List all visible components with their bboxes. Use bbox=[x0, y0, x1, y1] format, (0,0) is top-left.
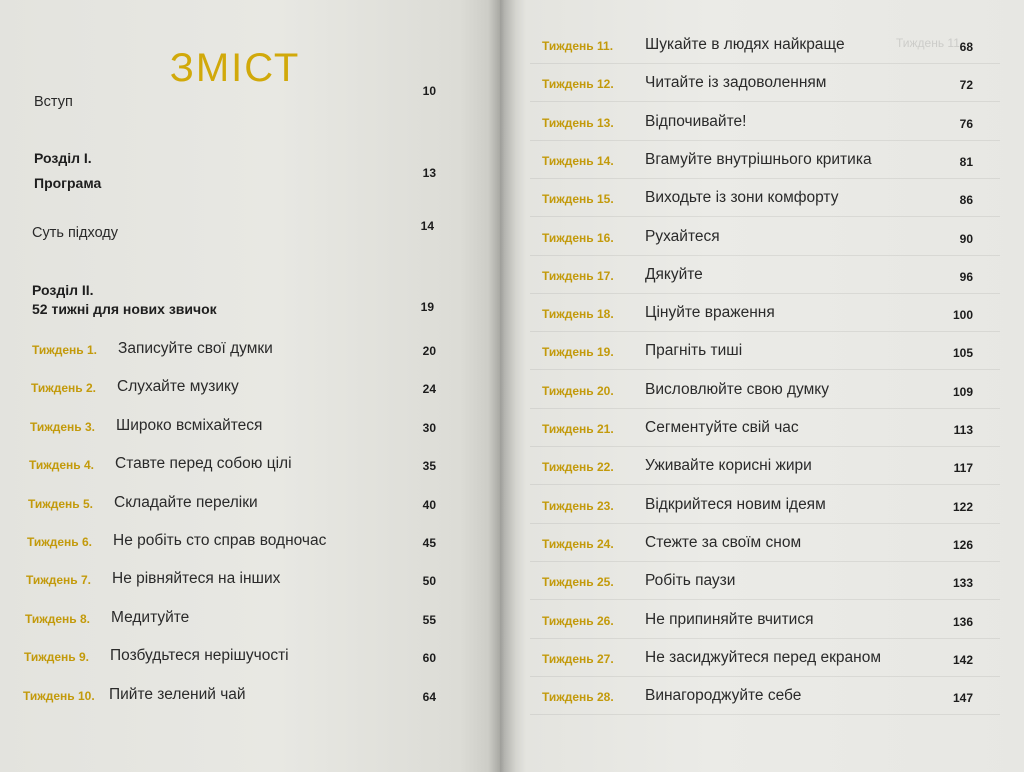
week-title: Ставте перед собою цілі bbox=[115, 455, 292, 473]
week-label: Тиждень 23. bbox=[542, 498, 614, 513]
week-title: Не робіть сто справ водночас bbox=[113, 532, 327, 549]
week-page-number: 50 bbox=[422, 574, 436, 589]
section-2-line2: 52 тижні для нових звичок bbox=[32, 301, 217, 317]
row-divider bbox=[530, 446, 1000, 447]
week-title: Відкрийтеся новим ідеям bbox=[645, 495, 826, 513]
row-divider bbox=[530, 676, 1000, 677]
week-page-number: 90 bbox=[959, 231, 973, 246]
week-page-number: 40 bbox=[422, 497, 436, 512]
week-title: Уживайте корисні жири bbox=[645, 457, 812, 475]
week-title: Дякуйте bbox=[645, 265, 703, 283]
week-page-number: 96 bbox=[959, 269, 973, 284]
row-divider bbox=[530, 408, 1000, 409]
week-title: Відпочивайте! bbox=[645, 112, 747, 130]
week-label: Тиждень 26. bbox=[542, 613, 614, 628]
week-title: Медитуйте bbox=[111, 608, 190, 626]
row-divider bbox=[530, 523, 1000, 524]
row-divider bbox=[530, 293, 1000, 294]
ghost-text: Тиждень 11. bbox=[896, 36, 964, 50]
week-title: Широко всміхайтеся bbox=[116, 416, 263, 434]
week-page-number: 76 bbox=[959, 116, 973, 131]
week-label: Тиждень 14. bbox=[542, 153, 614, 168]
week-page-number: 64 bbox=[422, 689, 436, 704]
section-1-line2: Програма bbox=[34, 175, 102, 191]
week-title: Цінуйте враження bbox=[645, 304, 775, 322]
page-title: ЗМІСТ bbox=[169, 46, 301, 90]
front-entry-intro: Вступ bbox=[34, 94, 73, 110]
week-title: Робіть паузи bbox=[645, 572, 736, 590]
row-divider bbox=[530, 599, 1000, 600]
week-title: Винагороджуйте себе bbox=[645, 687, 802, 705]
row-divider bbox=[530, 101, 1000, 102]
week-title: Стежте за своїм сном bbox=[645, 533, 802, 551]
row-divider bbox=[530, 638, 1000, 639]
week-page-number: 109 bbox=[952, 384, 973, 399]
week-title: Вгамуйте внутрішнього критика bbox=[645, 150, 872, 168]
right-page bbox=[500, 0, 1024, 772]
week-page-number: 86 bbox=[959, 193, 973, 208]
row-divider bbox=[530, 331, 1000, 332]
week-label: Тиждень 15. bbox=[542, 192, 614, 207]
row-divider bbox=[530, 561, 1000, 562]
week-label: Тиждень 24. bbox=[542, 536, 614, 551]
week-page-number: 100 bbox=[952, 308, 973, 323]
week-page-number: 113 bbox=[953, 423, 973, 437]
week-page-number: 35 bbox=[422, 459, 436, 474]
week-page-number: 30 bbox=[422, 420, 436, 435]
row-divider bbox=[530, 216, 1000, 217]
week-page-number: 20 bbox=[422, 344, 436, 358]
week-title: Рухайтеся bbox=[645, 227, 720, 245]
week-label: Тиждень 13. bbox=[542, 115, 614, 130]
week-title: Виходьте із зони комфорту bbox=[645, 189, 839, 207]
week-title: Не засиджуйтеся перед екраном bbox=[645, 648, 881, 666]
week-label: Тиждень 7. bbox=[26, 573, 92, 588]
row-divider bbox=[530, 178, 1000, 179]
week-title: Складайте переліки bbox=[114, 493, 258, 511]
week-title: Не рівняйтеся на інших bbox=[112, 570, 281, 588]
week-label: Тиждень 8. bbox=[25, 611, 91, 626]
week-title: Пийте зелений чай bbox=[109, 685, 246, 703]
section-1-line1: Розділ І. bbox=[34, 150, 92, 166]
week-page-number: 142 bbox=[952, 652, 973, 667]
week-label: Тиждень 20. bbox=[542, 383, 614, 398]
week-label: Тиждень 19. bbox=[542, 345, 614, 360]
week-label: Тиждень 18. bbox=[542, 307, 614, 322]
week-page-number: 24 bbox=[422, 382, 436, 397]
week-title: Позбудьтеся нерішучості bbox=[110, 647, 289, 665]
week-label: Тиждень 10. bbox=[23, 688, 95, 703]
week-label: Тиждень 28. bbox=[542, 690, 614, 705]
week-label: Тиждень 12. bbox=[542, 77, 614, 92]
week-page-number: 117 bbox=[953, 461, 973, 476]
row-divider bbox=[530, 140, 1000, 141]
front-entry-approach: Суть підходу bbox=[32, 225, 119, 241]
week-page-number: 147 bbox=[952, 691, 973, 706]
week-page-number: 72 bbox=[959, 78, 973, 93]
week-label: Тиждень 25. bbox=[542, 575, 614, 590]
week-label: Тиждень 16. bbox=[542, 230, 614, 245]
week-page-number: 133 bbox=[952, 576, 973, 591]
week-label: Тиждень 11. bbox=[542, 39, 614, 53]
week-title: Слухайте музику bbox=[117, 378, 239, 396]
week-page-number: 136 bbox=[952, 614, 973, 629]
week-label: Тиждень 27. bbox=[542, 651, 614, 666]
week-page-number: 45 bbox=[422, 536, 436, 550]
week-label: Тиждень 3. bbox=[30, 419, 96, 434]
week-label: Тиждень 9. bbox=[24, 650, 90, 665]
week-label: Тиждень 22. bbox=[542, 460, 614, 475]
section-2-page: 19 bbox=[420, 300, 434, 314]
week-title: Сегментуйте свій час bbox=[645, 419, 799, 436]
row-divider bbox=[530, 714, 1000, 715]
week-label: Тиждень 1. bbox=[32, 343, 98, 357]
week-title: Не припиняйте вчитися bbox=[645, 610, 814, 628]
week-title: Шукайте в людях найкраще bbox=[645, 36, 845, 53]
week-title: Читайте із задоволенням bbox=[645, 74, 827, 92]
week-label: Тиждень 21. bbox=[542, 422, 614, 436]
week-label: Тиждень 5. bbox=[28, 496, 94, 511]
week-title: Прагніть тиші bbox=[645, 342, 743, 360]
week-label: Тиждень 17. bbox=[542, 268, 614, 283]
week-title: Висловлюйте свою думку bbox=[645, 380, 829, 398]
section-2-line1: Розділ ІІ. bbox=[32, 282, 94, 298]
week-label: Тиждень 2. bbox=[31, 381, 97, 396]
week-page-number: 126 bbox=[952, 537, 973, 552]
front-entry-approach-page: 14 bbox=[420, 219, 434, 233]
week-page-number: 105 bbox=[952, 346, 973, 361]
row-divider bbox=[530, 369, 1000, 370]
row-divider bbox=[530, 484, 1000, 485]
front-entry-intro-page: 10 bbox=[422, 84, 436, 98]
book-gutter bbox=[488, 0, 516, 772]
week-page-number: 122 bbox=[952, 499, 973, 514]
week-page-number: 68 bbox=[959, 40, 973, 54]
left-page bbox=[0, 0, 500, 772]
week-title: Записуйте свої думки bbox=[118, 340, 273, 357]
week-page-number: 55 bbox=[422, 612, 436, 627]
row-divider bbox=[530, 63, 1000, 64]
week-label: Тиждень 6. bbox=[27, 535, 93, 549]
week-page-number: 81 bbox=[959, 154, 973, 169]
section-1-page: 13 bbox=[422, 166, 436, 180]
week-page-number: 60 bbox=[422, 651, 436, 666]
week-label: Тиждень 4. bbox=[29, 458, 95, 473]
row-divider bbox=[530, 255, 1000, 256]
